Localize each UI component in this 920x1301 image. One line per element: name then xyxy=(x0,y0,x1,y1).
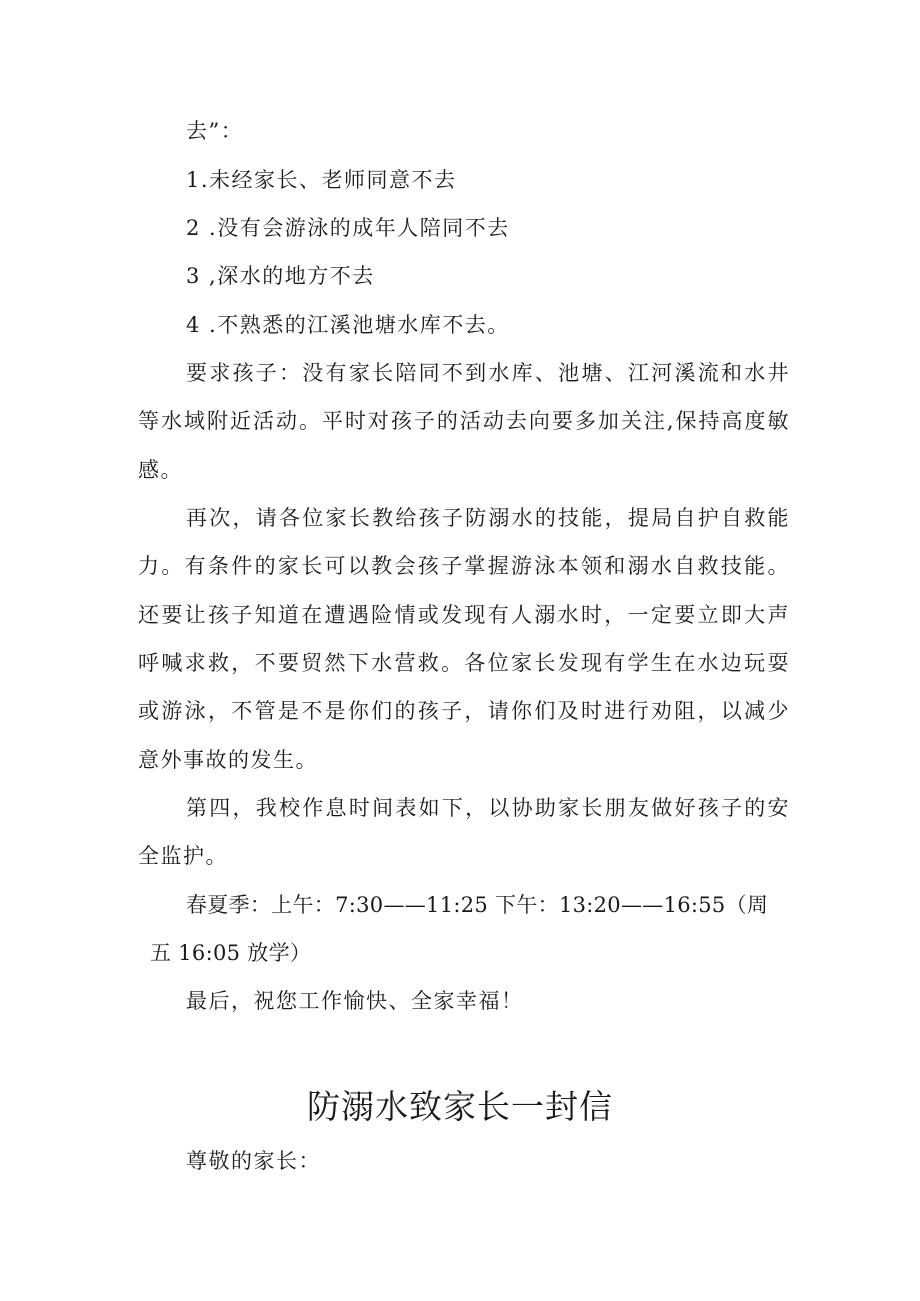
paragraph-line: 呼喊求救，不要贸然下水营救。各位家长发现有学生在水边玩耍 xyxy=(138,651,790,675)
paragraph-line: 或游泳，不管是不是你们的孩子，请你们及时进行劝阻，以减少 xyxy=(138,699,790,723)
paragraph-line: 再次，请各位家长教给孩子防溺水的技能，提局自护自救能 xyxy=(186,506,790,530)
letter-title: 防溺水致家长一封信 xyxy=(307,1087,613,1126)
paragraph-line: 等水域附近活动。平时对孩子的活动去向要多加关注,保持高度敏 xyxy=(138,409,790,433)
paragraph-line: 意外事故的发生。 xyxy=(138,748,318,772)
paragraph-line: 力。有条件的家长可以教会孩子掌握游泳本领和溺水自救技能。 xyxy=(138,554,790,578)
salutation: 尊敬的家长： xyxy=(186,1149,321,1173)
text-line: 去”： xyxy=(186,119,244,143)
paragraph-line: 要求孩子：没有家长陪同不到水库、池塘、江河溪流和水井 xyxy=(186,361,790,385)
list-item-3: 3 ,深水的地方不去 xyxy=(186,264,375,288)
paragraph-line: 全监护。 xyxy=(138,844,228,868)
list-item-4: 4 .不熟悉的江溪池塘水库不去。 xyxy=(186,313,510,337)
schedule-line: 五 16:05 放学） xyxy=(150,941,312,965)
list-item-2: 2 .没有会游泳的成年人陪同不去 xyxy=(186,216,510,240)
list-item-1: 1.未经家长、老师同意不去 xyxy=(186,168,457,192)
paragraph-line: 第四，我校作息时间表如下，以协助家长朋友做好孩子的安 xyxy=(186,796,790,820)
closing-line: 最后，祝您工作愉快、全家幸福！ xyxy=(186,989,524,1013)
paragraph-line: 感。 xyxy=(138,458,183,482)
paragraph-line: 还要让孩子知道在遭遇险情或发现有人溺水时，一定要立即大声 xyxy=(138,603,790,627)
schedule-line: 春夏季：上午：7:30——11:25 下午：13:20——16:55（周 xyxy=(186,893,769,917)
